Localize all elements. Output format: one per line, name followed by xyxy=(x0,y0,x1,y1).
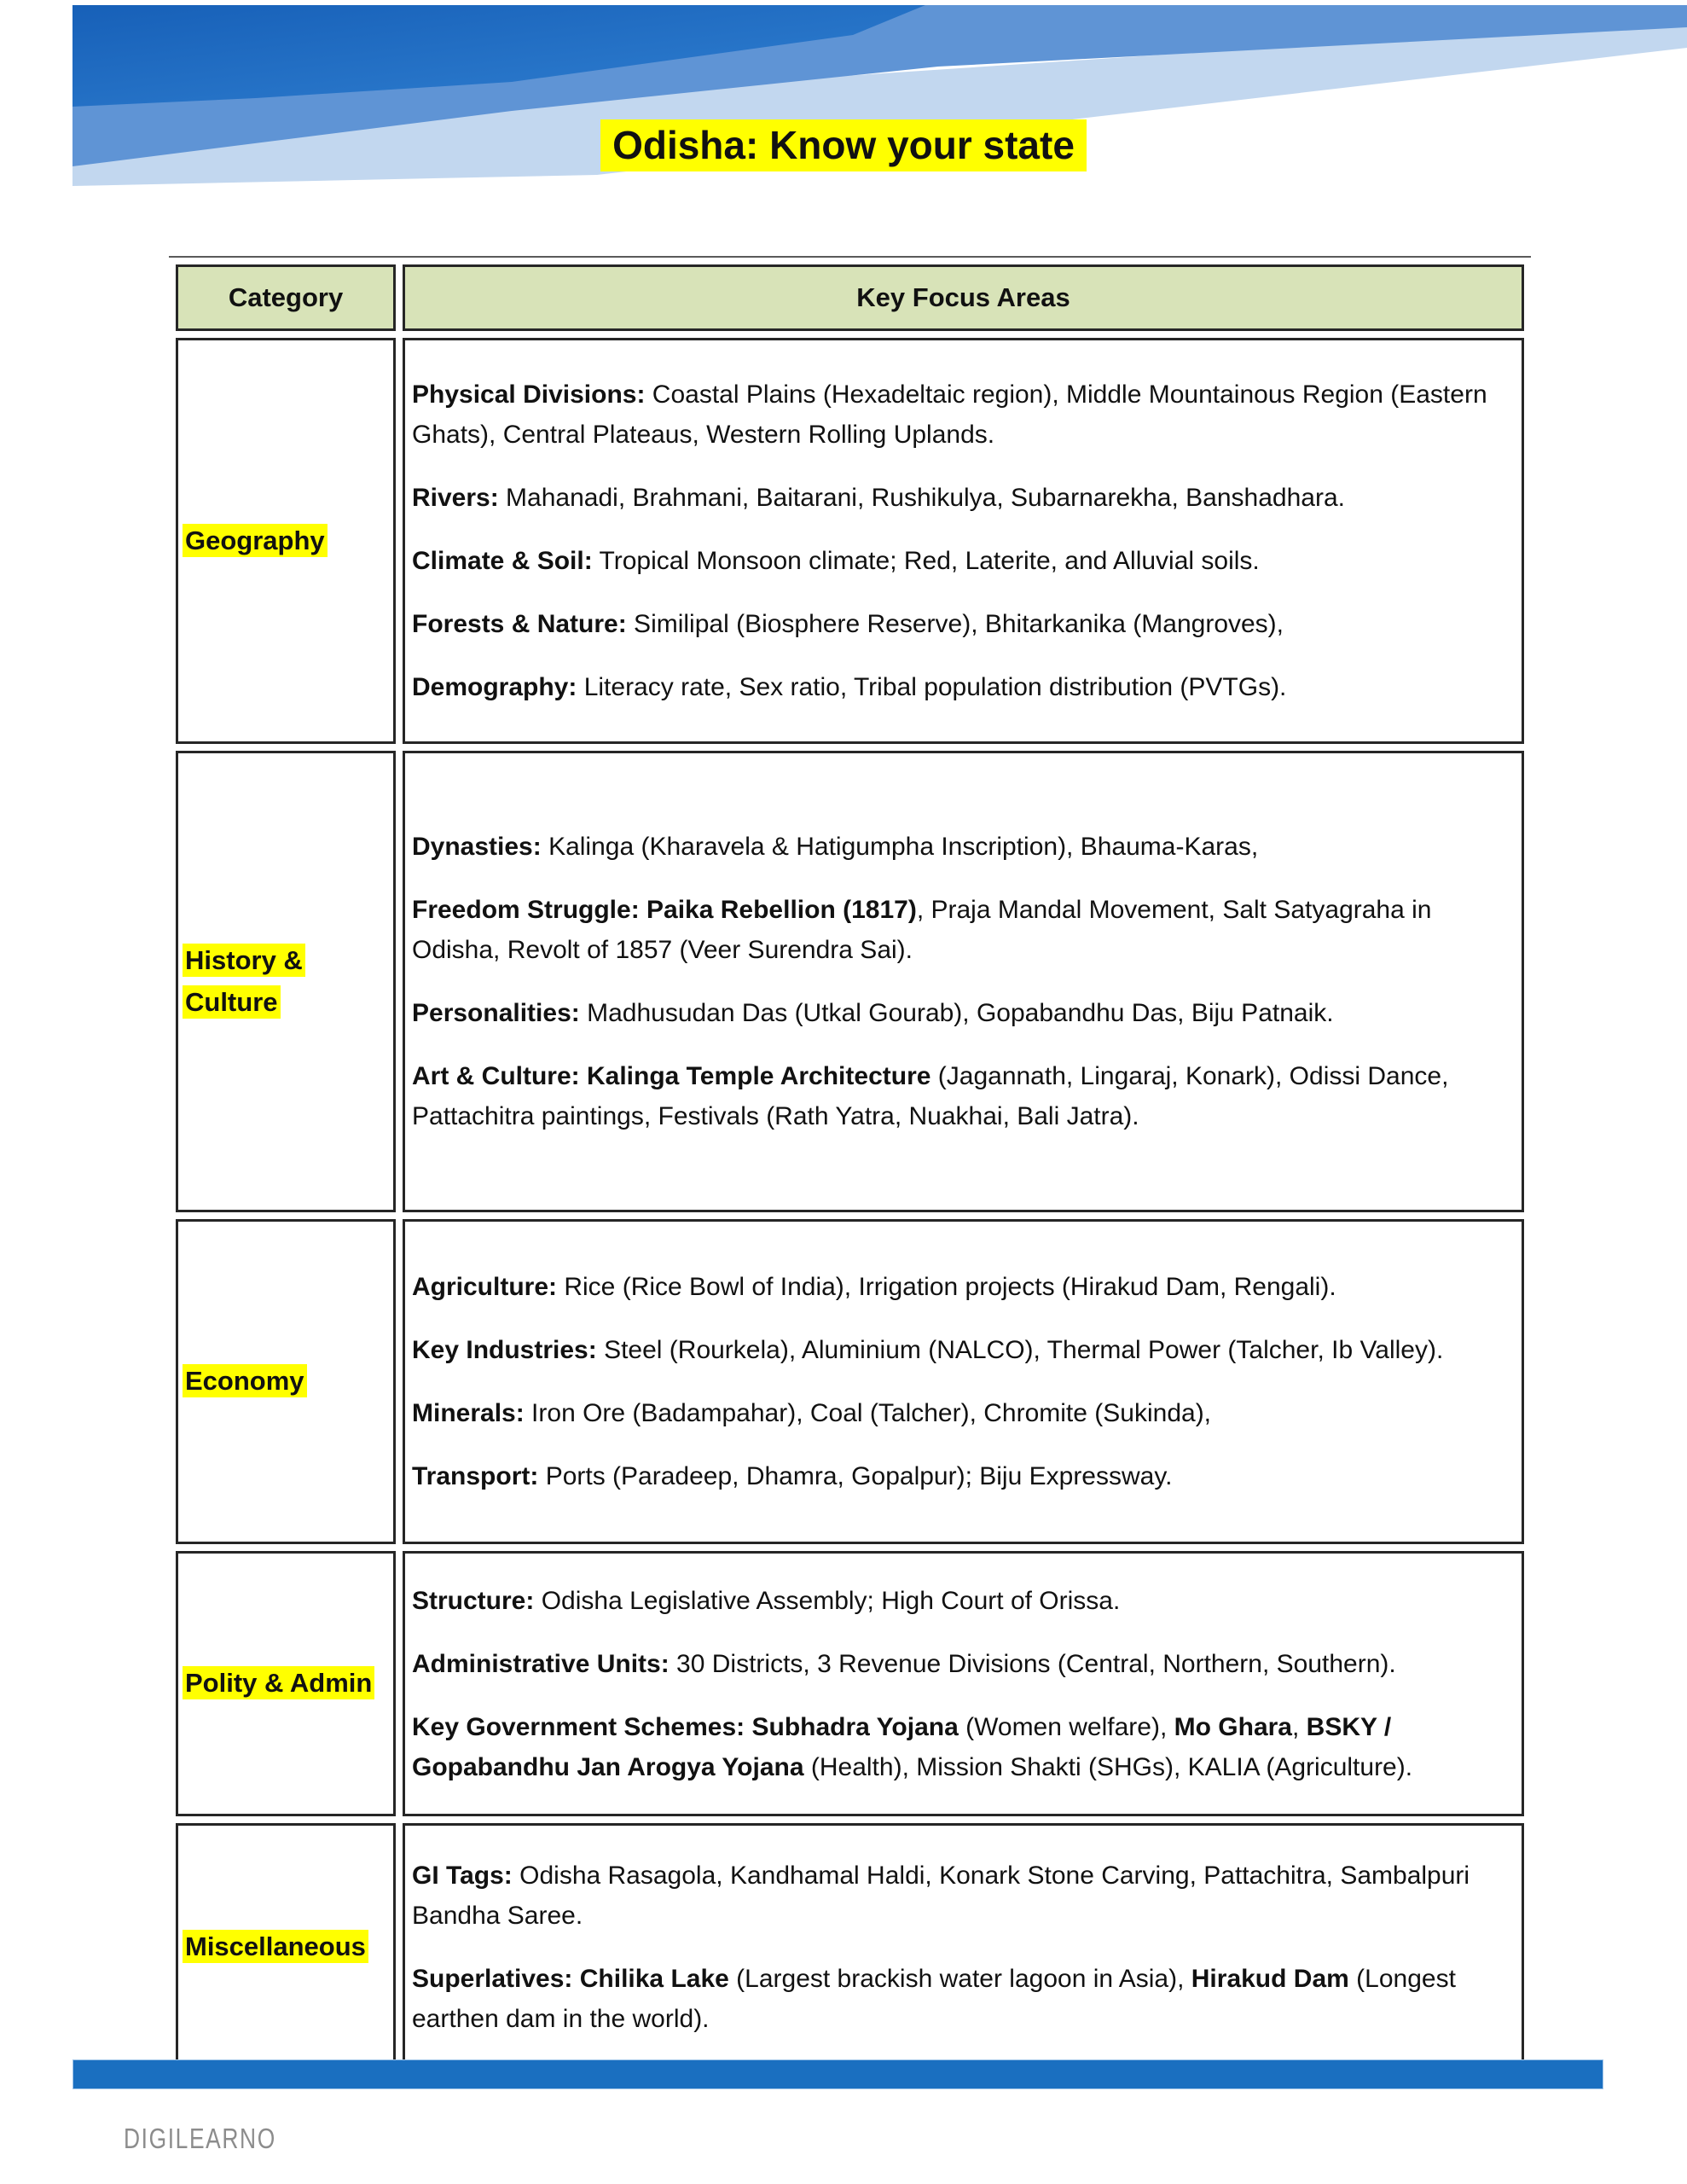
focus-paragraph: Physical Divisions: Coastal Plains (Hexadeltaic region), Middle Mountainous Region (Eastern Ghats), Central Plateaus, Western Rolling Uplands. xyxy=(412,380,1487,449)
focus-paragraph: Art & Culture: Kalinga Temple Architecture (Jagannath, Lingaraj, Konark), Odissi Dance, Pattachitra paintings, Festivals (Rath Yatra, Nuakhai, Bali Jatra). xyxy=(412,1062,1449,1130)
focus-paragraph: Rivers: Mahanadi, Brahmani, Baitarani, Rushikulya, Subarnarekha, Banshadhara. xyxy=(412,484,1345,512)
category-cell xyxy=(176,338,396,744)
footer-divider-bar xyxy=(72,2059,1603,2089)
category-cell xyxy=(176,1551,396,1816)
category-cell xyxy=(176,751,396,1212)
focus-paragraph: Key Industries: Steel (Rourkela), Aluminium (NALCO), Thermal Power (Talcher, Ib Valley). xyxy=(412,1336,1444,1364)
category-label: Miscellaneous xyxy=(183,1930,368,1963)
table-row xyxy=(176,1823,1524,2071)
focus-paragraph: GI Tags: Odisha Rasagola, Kandhamal Haldi, Konark Stone Carving, Pattachitra, Sambalpuri Bandha Saree. xyxy=(412,1862,1470,1930)
focus-cell xyxy=(403,1219,1524,1544)
table-row xyxy=(176,338,1524,744)
table-row xyxy=(176,1219,1524,1544)
category-label: Polity & Admin xyxy=(183,1666,374,1699)
category-cell xyxy=(176,1823,396,2071)
category-label: Culture xyxy=(183,985,281,1019)
focus-areas-table xyxy=(169,256,1531,2078)
focus-paragraph: Minerals: Iron Ore (Badampahar), Coal (Talcher), Chromite (Sukinda), xyxy=(412,1399,1212,1427)
category-cell xyxy=(176,1219,396,1544)
focus-paragraph: Key Government Schemes: Subhadra Yojana (Women welfare), Mo Ghara, BSKY / Gopabandhu Jan Arogya Yojana (Health), Mission Shakti (SHGs), KALIA (Agriculture). xyxy=(412,1712,1413,1781)
focus-cell xyxy=(403,751,1524,1212)
focus-paragraph: Administrative Units: 30 Districts, 3 Revenue Divisions (Central, Northern, Southern). xyxy=(412,1649,1396,1678)
column-header-category: Category xyxy=(176,264,396,331)
page-title: Odisha: Know your state xyxy=(600,119,1087,171)
category-label: History & xyxy=(183,944,305,977)
category-label: Economy xyxy=(183,1364,307,1397)
focus-paragraph: Personalities: Madhusudan Das (Utkal Gourab), Gopabandhu Das, Biju Patnaik. xyxy=(412,999,1334,1027)
focus-paragraph: Transport: Ports (Paradeep, Dhamra, Gopalpur); Biju Expressway. xyxy=(412,1462,1173,1490)
focus-paragraph: Demography: Literacy rate, Sex ratio, Tribal population distribution (PVTGs). xyxy=(412,673,1287,701)
header-swoosh-decoration xyxy=(0,0,1687,213)
column-header-key-focus-areas: Key Focus Areas xyxy=(403,264,1524,331)
focus-paragraph: Climate & Soil: Tropical Monsoon climate; Red, Laterite, and Alluvial soils. xyxy=(412,547,1260,575)
table-body xyxy=(176,338,1524,2071)
table-header-row xyxy=(176,264,1524,331)
focus-paragraph: Structure: Odisha Legislative Assembly; High Court of Orissa. xyxy=(412,1586,1121,1615)
focus-paragraph: Forests & Nature: Similipal (Biosphere Reserve), Bhitarkanika (Mangroves), xyxy=(412,610,1284,638)
title-bar xyxy=(0,119,1687,171)
focus-paragraph: Freedom Struggle: Paika Rebellion (1817), Praja Mandal Movement, Salt Satyagraha in Odisha, Revolt of 1857 (Veer Surendra Sai). xyxy=(412,896,1432,964)
focus-paragraph: Superlatives: Chilika Lake (Largest brackish water lagoon in Asia), Hirakud Dam (Longest earthen dam in the world). xyxy=(412,1965,1456,2033)
brand-text: DIGILEARNO xyxy=(124,2123,276,2154)
category-label: Geography xyxy=(183,524,328,557)
focus-cell xyxy=(403,1551,1524,1816)
focus-cell xyxy=(403,1823,1524,2071)
focus-cell xyxy=(403,338,1524,744)
focus-paragraph: Dynasties: Kalinga (Kharavela & Hatigumpha Inscription), Bhauma-Karas, xyxy=(412,833,1259,861)
table-row xyxy=(176,1551,1524,1816)
focus-paragraph: Agriculture: Rice (Rice Bowl of India), Irrigation projects (Hirakud Dam, Rengali). xyxy=(412,1273,1336,1301)
table-row xyxy=(176,751,1524,1212)
